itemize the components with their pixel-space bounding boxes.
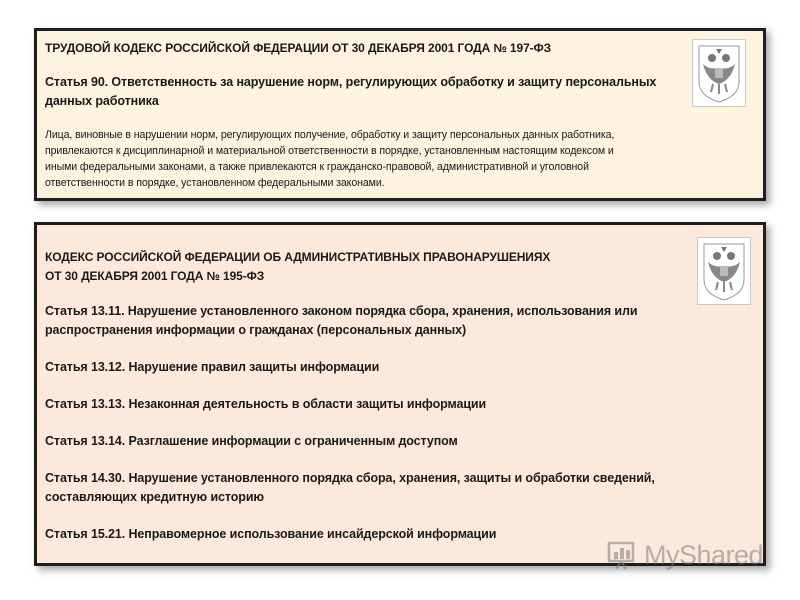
double-headed-eagle-icon <box>693 40 745 106</box>
article-14-30-line2: составляющих кредитную историю <box>45 490 264 504</box>
article-90-body-line1: Лица, виновные в нарушении норм, регулирующих получение, обработку и защиту персональных данных работника, <box>45 129 615 141</box>
labor-code-title: ТРУДОВОЙ КОДЕКС РОССИЙСКОЙ ФЕДЕРАЦИИ ОТ 30 ДЕКАБРЯ 2001 ГОДА № 197-ФЗ <box>45 41 552 55</box>
article-15-21: Статья 15.21. Неправомерное использование инсайдерской информации <box>45 527 497 541</box>
administrative-code-card <box>34 222 766 566</box>
article-14-30-line1: Статья 14.30. Нарушение установленного порядка сбора, хранения, защиты и обработки сведений, <box>45 471 655 485</box>
article-90-body-line3: иными федеральными законами, а также привлекаются к гражданско-правовой, административной и уголовной <box>45 161 589 173</box>
article-13-14: Статья 13.14. Разглашение информации с ограниченным доступом <box>45 434 458 448</box>
article-90-heading-line2: данных работника <box>45 94 159 108</box>
coat-of-arms-emblem <box>697 237 751 305</box>
article-13-11-line2: распространения информации о гражданах (персональных данных) <box>45 323 467 337</box>
coat-of-arms-emblem <box>692 39 746 107</box>
double-headed-eagle-icon <box>698 238 750 304</box>
article-90-body-line2: привлекаются к дисциплинарной и материальной ответственности в порядке, установленным настоящим кодексом и <box>45 145 614 157</box>
article-90-body-line4: ответственности в порядке, установленном федеральными законами. <box>45 177 385 189</box>
myshared-watermark <box>606 538 766 572</box>
labor-code-card <box>34 28 766 201</box>
watermark-text: MyShared <box>644 539 764 570</box>
presentation-board-icon <box>606 540 638 570</box>
article-90-heading-line1: Статья 90. Ответственность за нарушение норм, регулирующих обработку и защиту персональных <box>45 75 657 89</box>
article-13-13: Статья 13.13. Незаконная деятельность в области защиты информации <box>45 397 487 411</box>
admin-code-title-line1: КОДЕКС РОССИЙСКОЙ ФЕДЕРАЦИИ ОБ АДМИНИСТРАТИВНЫХ ПРАВОНАРУШЕНИЯХ <box>45 250 551 264</box>
admin-code-title-line2: ОТ 30 ДЕКАБРЯ 2001 ГОДА № 195-ФЗ <box>45 269 265 283</box>
article-13-11-line1: Статья 13.11. Нарушение установленного законом порядка сбора, хранения, использования или <box>45 304 638 318</box>
article-13-12: Статья 13.12. Нарушение правил защиты информации <box>45 360 380 374</box>
